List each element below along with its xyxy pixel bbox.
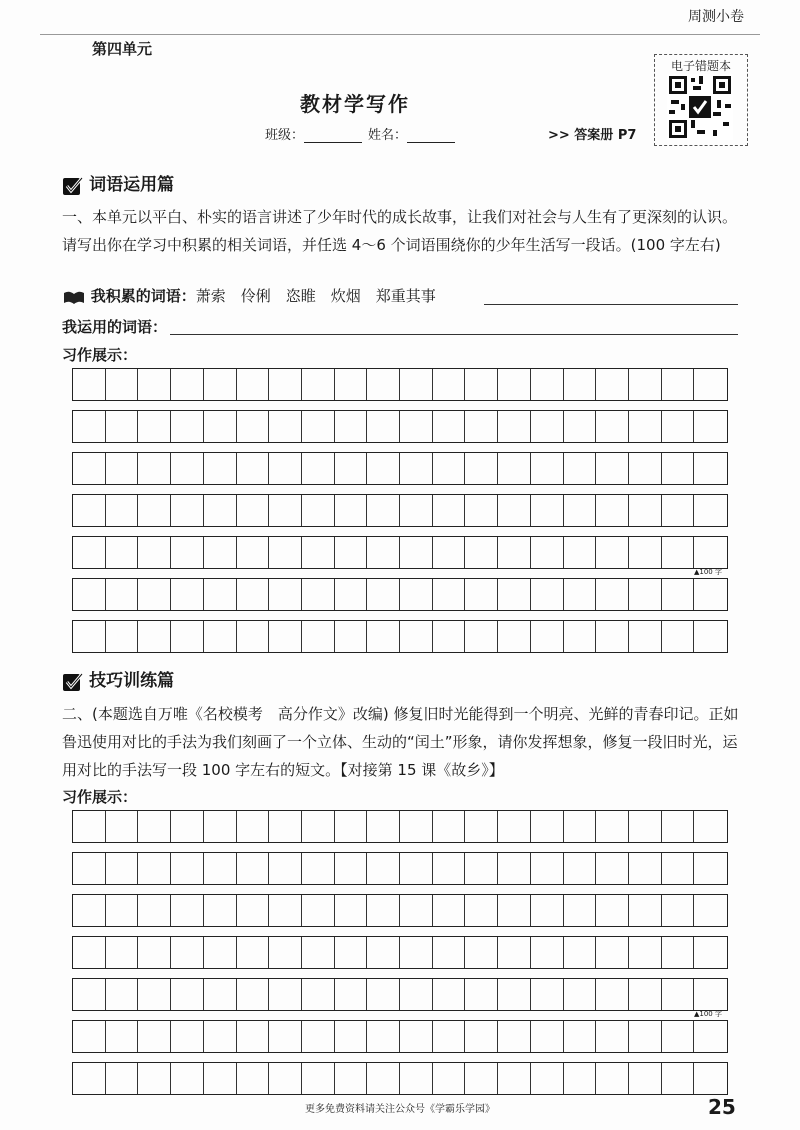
class-label: 班级：	[265, 128, 305, 143]
writing-grid-1[interactable]	[72, 368, 728, 662]
section2-heading	[62, 666, 174, 693]
grid-row[interactable]	[72, 620, 728, 653]
book-icon	[62, 289, 86, 305]
used-blank[interactable]	[170, 334, 738, 335]
page-title: 教材学写作	[300, 92, 410, 116]
accumulated-label: 我积累的词语：	[90, 287, 196, 305]
name-field[interactable]	[368, 124, 455, 143]
name-label: 姓名：	[368, 128, 408, 143]
qr-code-icon[interactable]	[667, 74, 733, 140]
grid-row[interactable]	[72, 1062, 728, 1095]
word-count-marker-1: ▲100 字	[694, 568, 722, 576]
answer-reference: >> 答案册 P7	[548, 128, 637, 143]
accumulated-blank[interactable]	[484, 304, 738, 305]
grid-row[interactable]	[72, 536, 728, 569]
section1-title: 词语运用篇	[89, 175, 175, 195]
checkbox-icon	[62, 175, 84, 197]
accumulated-words-row	[62, 286, 436, 306]
grid-row[interactable]	[72, 852, 728, 885]
series-label: 周测小卷	[688, 9, 744, 25]
qr-label: 电子错题本	[670, 59, 731, 73]
grid-row[interactable]	[72, 936, 728, 969]
section2-title: 技巧训练篇	[89, 671, 175, 691]
class-blank[interactable]	[304, 128, 362, 143]
name-blank[interactable]	[407, 128, 455, 143]
word-count-marker-2: ▲100 字	[694, 1010, 722, 1018]
grid-row[interactable]	[72, 494, 728, 527]
section1-heading	[62, 170, 174, 197]
grid-row[interactable]	[72, 894, 728, 927]
grid-row[interactable]	[72, 810, 728, 843]
display-label-1: 习作展示：	[62, 346, 138, 364]
grid-row[interactable]	[72, 1020, 728, 1053]
header-rule	[40, 34, 760, 35]
page-number: 25	[708, 1095, 736, 1119]
footer-note: 更多免费资料请关注公众号《学霸乐学园》	[305, 1104, 495, 1115]
accumulated-words: 萧索 伶俐 恣睢 炊烟 郑重其事	[195, 287, 436, 305]
used-label: 我运用的词语：	[62, 318, 168, 336]
grid-row[interactable]	[72, 978, 728, 1011]
unit-label: 第四单元	[92, 40, 153, 58]
class-field[interactable]	[265, 124, 362, 143]
question-2: 二、(本题选自万唯《名校模考 高分作文》改编) 修复旧时光能得到一个明亮、光鲜的青春印记。正如鲁迅使用对比的手法为我们刻画了一个立体、生动的“闰土”形象，请你发挥想象，修复一段旧时光，运用对比的手法写一段 100 字左右的短文。【对接第 15 课《故乡》】	[62, 705, 739, 779]
display-label-2: 习作展示：	[62, 788, 138, 806]
checkbox-icon	[62, 671, 84, 693]
grid-row[interactable]	[72, 368, 728, 401]
grid-row[interactable]	[72, 578, 728, 611]
question-1: 一、本单元以平白、朴实的语言讲述了少年时代的成长故事，让我们对社会与人生有了更深刻的认识。请写出你在学习中积累的相关词语，并任选 4～6 个词语围绕你的少年生活写一段话。(100 字左右)	[62, 208, 738, 254]
grid-row[interactable]	[72, 410, 728, 443]
grid-row[interactable]	[72, 452, 728, 485]
writing-grid-2[interactable]	[72, 810, 728, 1104]
